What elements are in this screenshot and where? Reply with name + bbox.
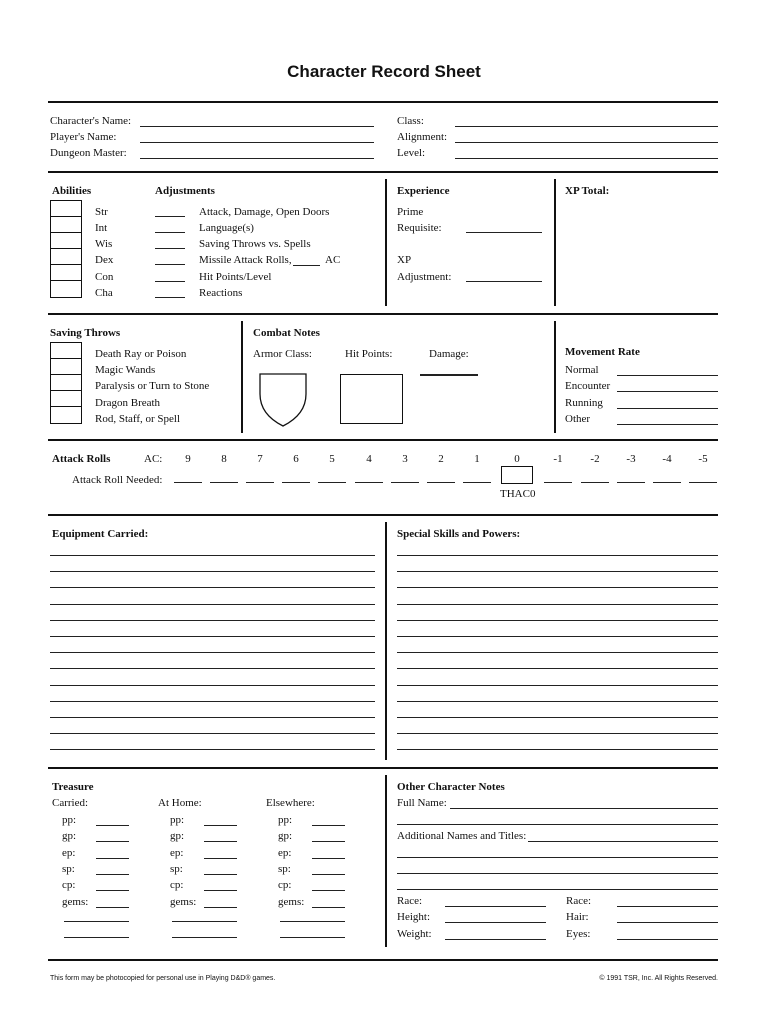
divider	[554, 321, 556, 433]
experience-heading: Experience	[397, 185, 450, 197]
attack-roll-field[interactable]	[463, 482, 491, 483]
cha-score-box[interactable]	[50, 280, 82, 298]
wis-adjust-field[interactable]	[155, 248, 185, 249]
ability-int: Int	[95, 222, 108, 234]
notes-line[interactable]	[397, 873, 718, 874]
player-name-field[interactable]	[140, 142, 374, 143]
level-label: Level:	[397, 147, 426, 159]
treasure-home-coin-label: pp:	[170, 814, 185, 826]
skills-line[interactable]	[397, 555, 718, 556]
attack-roll-field[interactable]	[617, 482, 645, 483]
hit-points-box[interactable]	[340, 374, 403, 424]
skills-line[interactable]	[397, 668, 718, 669]
treasure-heading: Treasure	[52, 781, 94, 793]
treasure-col-elsewhere: Elsewhere:	[266, 797, 315, 809]
damage-label: Damage:	[429, 348, 469, 360]
treasure-elsewhere-field[interactable]	[312, 841, 345, 842]
divider	[48, 439, 718, 441]
adjust-desc-dex: Missile Attack Rolls,	[199, 254, 292, 266]
attack-ac-value: 8	[221, 453, 227, 465]
save-wands-box[interactable]	[50, 358, 82, 375]
equipment-line[interactable]	[50, 717, 375, 718]
divider	[48, 514, 718, 516]
weight-label: Weight:	[397, 928, 432, 940]
treasure-home-coin-label: ep:	[170, 847, 184, 859]
skills-line[interactable]	[397, 571, 718, 572]
damage-field[interactable]	[420, 374, 478, 376]
skills-line[interactable]	[397, 636, 718, 637]
attack-ac-value: 1	[474, 453, 480, 465]
attack-ac-value: 2	[438, 453, 444, 465]
ability-cha: Cha	[95, 287, 113, 299]
divider	[48, 767, 718, 769]
combat-notes-heading: Combat Notes	[253, 327, 320, 339]
equipment-line[interactable]	[50, 652, 375, 653]
save-breath-box[interactable]	[50, 390, 82, 407]
attack-ac-value: 9	[185, 453, 191, 465]
treasure-home-coin-label: sp:	[170, 863, 183, 875]
divider	[48, 313, 718, 315]
requisite-label: Requisite:	[397, 222, 442, 234]
treasure-elsewhere-field[interactable]	[312, 858, 345, 859]
race-field[interactable]	[445, 906, 546, 907]
attack-roll-field[interactable]	[427, 482, 455, 483]
skills-line[interactable]	[397, 620, 718, 621]
character-name-label: Character's Name:	[50, 115, 132, 127]
notes-line[interactable]	[397, 889, 718, 890]
treasure-home-field[interactable]	[204, 907, 237, 908]
dex-ac-field[interactable]	[293, 265, 320, 266]
save-paralysis-box[interactable]	[50, 374, 82, 391]
skills-line[interactable]	[397, 733, 718, 734]
skills-line[interactable]	[397, 749, 718, 750]
footer-note: This form may be photocopied for personal use in Playing D&D® games.	[50, 975, 276, 982]
dungeon-master-field[interactable]	[140, 158, 374, 159]
attack-rolls-heading: Attack Rolls	[52, 453, 111, 465]
treasure-col-carried: Carried:	[52, 797, 89, 809]
additional-names-field[interactable]	[528, 841, 718, 842]
attack-ac-value: 6	[293, 453, 299, 465]
adjustment-label: Adjustment:	[397, 271, 452, 283]
equipment-line[interactable]	[50, 587, 375, 588]
attack-ac-value: 4	[366, 453, 372, 465]
equipment-line[interactable]	[50, 733, 375, 734]
equipment-line[interactable]	[50, 749, 375, 750]
treasure-carried-field[interactable]	[96, 825, 129, 826]
ability-wis: Wis	[95, 238, 113, 250]
attack-roll-field[interactable]	[391, 482, 419, 483]
attack-roll-field[interactable]	[246, 482, 274, 483]
treasure-carried-field[interactable]	[96, 907, 129, 908]
full-name-label: Full Name:	[397, 797, 447, 809]
treasure-home-gems-line[interactable]	[172, 937, 237, 938]
save-death-box[interactable]	[50, 342, 82, 359]
divider	[48, 959, 718, 961]
treasure-home-field[interactable]	[204, 874, 237, 875]
divider	[385, 775, 387, 947]
treasure-carried-field[interactable]	[96, 858, 129, 859]
skills-line[interactable]	[397, 717, 718, 718]
attack-roll-field[interactable]	[581, 482, 609, 483]
notes-heading: Other Character Notes	[397, 781, 505, 793]
treasure-elsewhere-gems-line[interactable]	[280, 921, 345, 922]
ability-con: Con	[95, 271, 114, 283]
treasure-carried-field[interactable]	[96, 841, 129, 842]
skills-line[interactable]	[397, 701, 718, 702]
page-title: Character Record Sheet	[287, 62, 481, 81]
dex-ac-label: AC	[325, 254, 341, 266]
treasure-carried-coin-label: gems:	[62, 896, 89, 908]
attack-ac-value: -2	[590, 453, 600, 465]
weight-field[interactable]	[445, 939, 546, 940]
attack-ac-value: 3	[402, 453, 408, 465]
wis-score-box[interactable]	[50, 232, 82, 249]
movement-normal-label: Normal	[565, 364, 599, 376]
treasure-home-field[interactable]	[204, 841, 237, 842]
adjust-desc-str: Attack, Damage, Open Doors	[199, 206, 330, 218]
treasure-elsewhere-coin-label: gp:	[278, 830, 293, 842]
movement-other-label: Other	[565, 413, 591, 425]
dex-score-box[interactable]	[50, 248, 82, 265]
skills-line[interactable]	[397, 652, 718, 653]
height-label: Height:	[397, 911, 430, 923]
movement-normal-field[interactable]	[617, 375, 718, 376]
treasure-elsewhere-gems-line[interactable]	[280, 937, 345, 938]
cha-adjust-field[interactable]	[155, 297, 185, 298]
treasure-home-field[interactable]	[204, 858, 237, 859]
attack-ac-value: -1	[553, 453, 563, 465]
hit-points-label: Hit Points:	[345, 348, 393, 360]
adjust-desc-con: Hit Points/Level	[199, 271, 272, 283]
prime-requisite-field[interactable]	[466, 232, 542, 233]
treasure-home-gems-line[interactable]	[172, 921, 237, 922]
save-wands-label: Magic Wands	[95, 364, 156, 376]
thac0-box[interactable]	[501, 466, 533, 484]
attack-roll-field[interactable]	[210, 482, 238, 483]
xp-total-label: XP Total:	[565, 185, 610, 197]
equipment-line[interactable]	[50, 555, 375, 556]
treasure-elsewhere-field[interactable]	[312, 825, 345, 826]
attack-ac-value: -4	[662, 453, 672, 465]
treasure-elsewhere-coin-label: ep:	[278, 847, 292, 859]
int-adjust-field[interactable]	[155, 232, 185, 233]
save-spell-label: Rod, Staff, or Spell	[95, 413, 181, 425]
attack-roll-field[interactable]	[689, 482, 717, 483]
race-label: Race:	[397, 895, 423, 907]
attack-roll-field[interactable]	[355, 482, 383, 483]
prime-label: Prime	[397, 206, 424, 218]
adjust-desc-int: Language(s)	[199, 222, 254, 234]
attack-ac-value: 0	[514, 453, 520, 465]
int-score-box[interactable]	[50, 216, 82, 233]
equipment-line[interactable]	[50, 604, 375, 605]
skills-line[interactable]	[397, 604, 718, 605]
attack-ac-value: -3	[626, 453, 636, 465]
str-score-box[interactable]	[50, 200, 82, 217]
attack-ac-value: -5	[698, 453, 708, 465]
equipment-heading: Equipment Carried:	[52, 528, 149, 540]
player-name-label: Player's Name:	[50, 131, 117, 143]
eyes-field[interactable]	[617, 939, 718, 940]
divider	[48, 101, 718, 103]
con-adjust-field[interactable]	[155, 281, 185, 282]
attack-roll-field[interactable]	[544, 482, 572, 483]
attack-roll-field[interactable]	[174, 482, 202, 483]
height-field[interactable]	[445, 922, 546, 923]
movement-encounter-label: Encounter	[565, 380, 611, 392]
treasure-carried-gems-line[interactable]	[64, 937, 129, 938]
treasure-carried-coin-label: ep:	[62, 847, 76, 859]
con-score-box[interactable]	[50, 264, 82, 281]
race-right-label: Race:	[566, 895, 592, 907]
hair-field[interactable]	[617, 922, 718, 923]
class-label: Class:	[397, 115, 424, 127]
treasure-elsewhere-field[interactable]	[312, 907, 345, 908]
divider	[554, 179, 556, 306]
notes-line[interactable]	[397, 857, 718, 858]
movement-running-label: Running	[565, 397, 603, 409]
attack-ac-value: 5	[329, 453, 335, 465]
alignment-label: Alignment:	[397, 131, 448, 143]
level-field[interactable]	[455, 158, 718, 159]
race-right-field[interactable]	[617, 906, 718, 907]
save-paralysis-label: Paralysis or Turn to Stone	[95, 380, 210, 392]
treasure-carried-gems-line[interactable]	[64, 921, 129, 922]
treasure-carried-coin-label: pp:	[62, 814, 77, 826]
divider	[48, 171, 718, 173]
divider	[385, 522, 387, 760]
save-spell-box[interactable]	[50, 406, 82, 424]
full-name-field[interactable]	[450, 808, 718, 809]
movement-running-field[interactable]	[617, 408, 718, 409]
treasure-elsewhere-coin-label: pp:	[278, 814, 293, 826]
saving-throws-heading: Saving Throws	[50, 327, 121, 339]
ability-dex: Dex	[95, 254, 114, 266]
equipment-line[interactable]	[50, 620, 375, 621]
armor-class-label: Armor Class:	[253, 348, 312, 360]
footer-copyright: © 1991 TSR, Inc. All Rights Reserved.	[599, 975, 718, 982]
attack-roll-needed-label: Attack Roll Needed:	[72, 474, 163, 486]
xp-label: XP	[397, 254, 412, 266]
movement-rate-heading: Movement Rate	[565, 346, 640, 358]
attack-roll-field[interactable]	[653, 482, 681, 483]
adjust-desc-wis: Saving Throws vs. Spells	[199, 238, 311, 250]
class-field[interactable]	[455, 126, 718, 127]
treasure-elsewhere-coin-label: cp:	[278, 879, 292, 891]
treasure-home-coin-label: cp:	[170, 879, 184, 891]
equipment-line[interactable]	[50, 636, 375, 637]
ability-str: Str	[95, 206, 108, 218]
divider	[385, 179, 387, 306]
save-breath-label: Dragon Breath	[95, 397, 161, 409]
xp-adjustment-field[interactable]	[466, 281, 542, 282]
character-name-field[interactable]	[140, 126, 374, 127]
skills-heading: Special Skills and Powers:	[397, 528, 521, 540]
treasure-home-field[interactable]	[204, 890, 237, 891]
divider	[241, 321, 243, 433]
movement-encounter-field[interactable]	[617, 391, 718, 392]
dex-adjust-field[interactable]	[155, 264, 185, 265]
attack-roll-field[interactable]	[318, 482, 346, 483]
hair-label: Hair:	[566, 911, 589, 923]
equipment-line[interactable]	[50, 571, 375, 572]
attack-roll-field[interactable]	[282, 482, 310, 483]
skills-line[interactable]	[397, 587, 718, 588]
treasure-carried-coin-label: gp:	[62, 830, 77, 842]
treasure-carried-coin-label: cp:	[62, 879, 76, 891]
treasure-home-coin-label: gems:	[170, 896, 197, 908]
alignment-field[interactable]	[455, 142, 718, 143]
treasure-carried-coin-label: sp:	[62, 863, 75, 875]
equipment-line[interactable]	[50, 685, 375, 686]
shield-icon[interactable]	[259, 372, 307, 428]
attack-ac-value: 7	[257, 453, 263, 465]
adjustments-heading: Adjustments	[155, 185, 215, 197]
additional-names-label: Additional Names and Titles:	[397, 830, 527, 842]
adjust-desc-cha: Reactions	[199, 287, 243, 299]
abilities-heading: Abilities	[52, 185, 92, 197]
treasure-elsewhere-field[interactable]	[312, 874, 345, 875]
notes-line[interactable]	[397, 824, 718, 825]
treasure-carried-field[interactable]	[96, 874, 129, 875]
thac0-label: THAC0	[500, 488, 536, 500]
equipment-line[interactable]	[50, 701, 375, 702]
treasure-col-home: At Home:	[158, 797, 202, 809]
dungeon-master-label: Dungeon Master:	[50, 147, 127, 159]
eyes-label: Eyes:	[566, 928, 591, 940]
treasure-home-coin-label: gp:	[170, 830, 185, 842]
movement-other-field[interactable]	[617, 424, 718, 425]
str-adjust-field[interactable]	[155, 216, 185, 217]
equipment-line[interactable]	[50, 668, 375, 669]
treasure-carried-field[interactable]	[96, 890, 129, 891]
attack-ac-label: AC:	[144, 453, 163, 465]
treasure-elsewhere-field[interactable]	[312, 890, 345, 891]
treasure-elsewhere-coin-label: sp:	[278, 863, 291, 875]
skills-line[interactable]	[397, 685, 718, 686]
treasure-home-field[interactable]	[204, 825, 237, 826]
save-death-label: Death Ray or Poison	[95, 348, 187, 360]
treasure-elsewhere-coin-label: gems:	[278, 896, 305, 908]
